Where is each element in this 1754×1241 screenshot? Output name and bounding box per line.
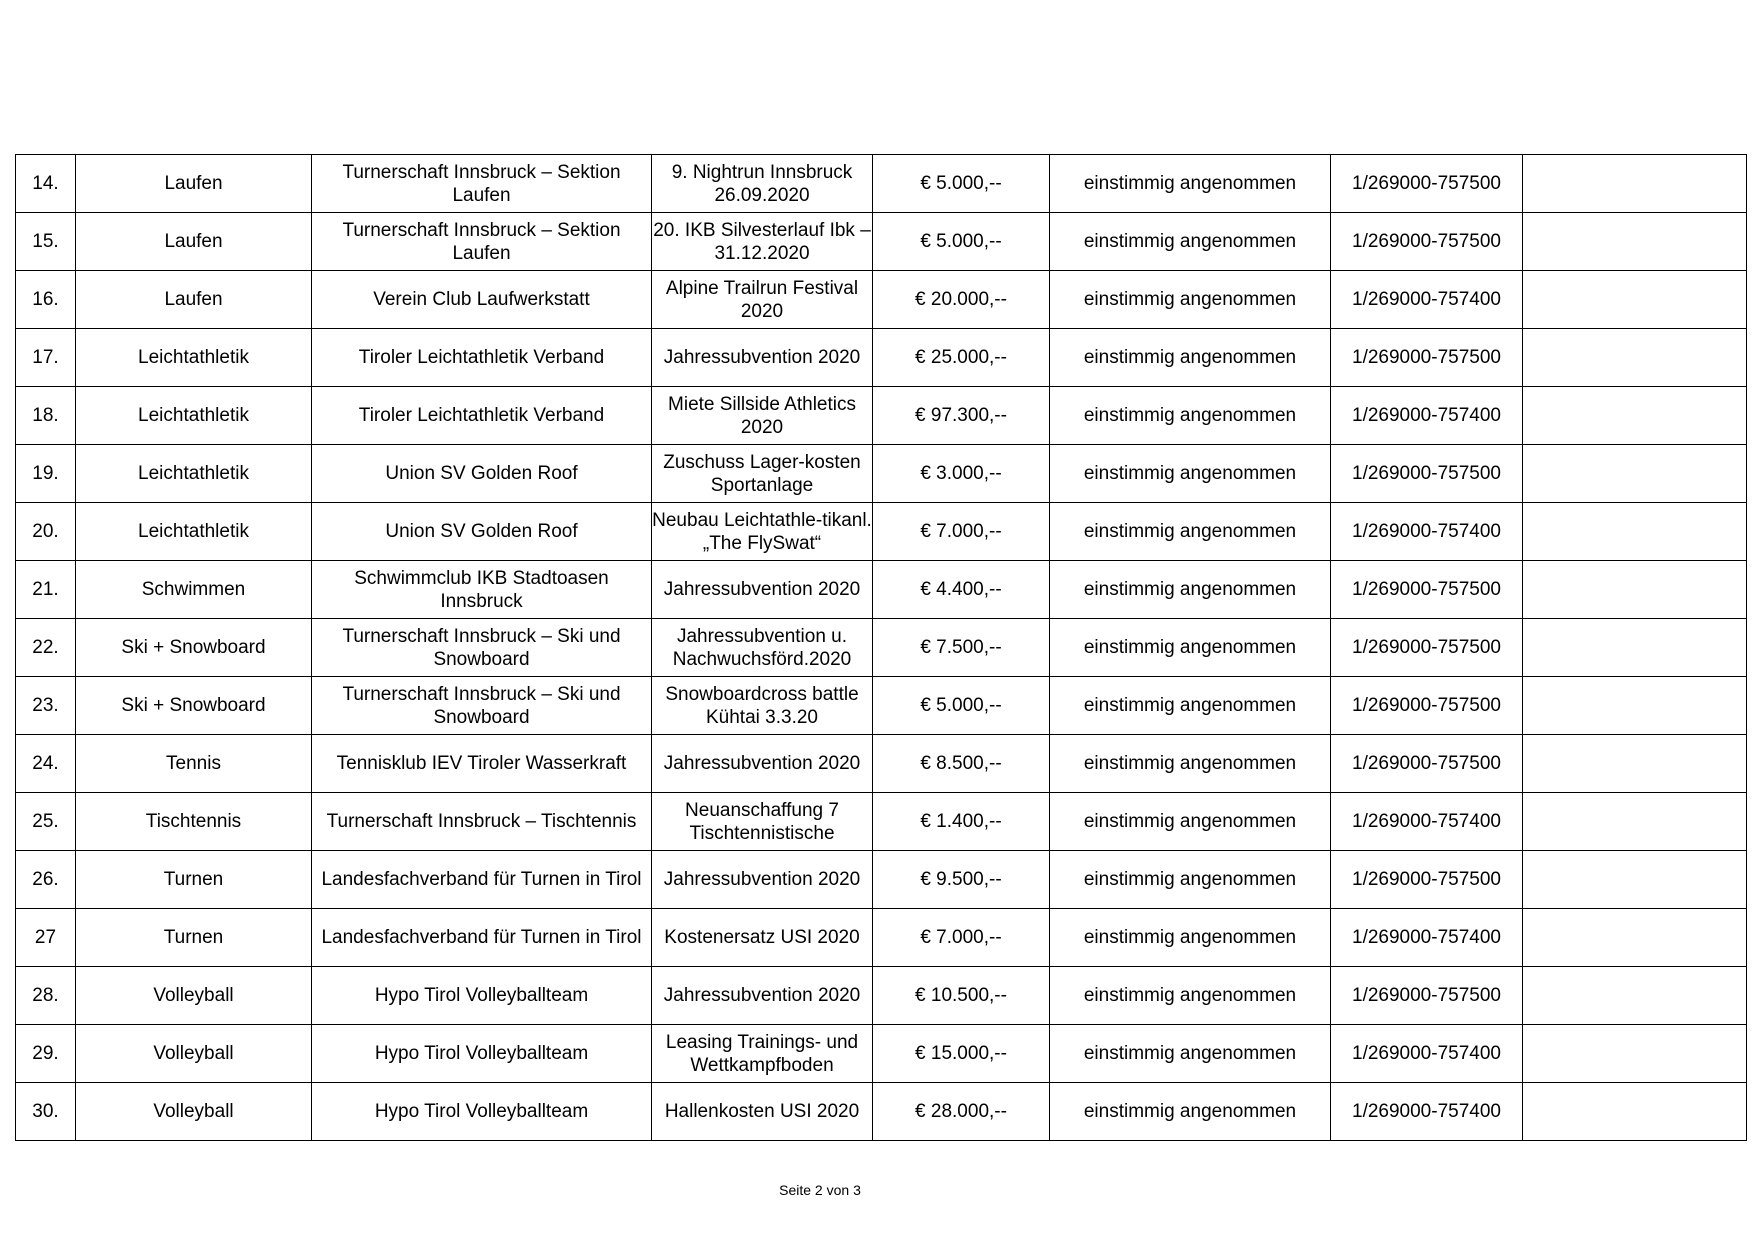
account-cell <box>1331 1025 1523 1083</box>
amount-cell <box>873 387 1050 445</box>
organization-cell <box>312 1025 652 1083</box>
decision-cell-text: einstimmig angenommen <box>1083 405 1297 426</box>
row-number-cell <box>16 445 76 503</box>
table-row <box>16 561 1747 619</box>
sport-cell-text: Turnen <box>163 927 224 948</box>
amount-cell-text: € 20.000,-- <box>915 289 1007 310</box>
row-number-cell <box>16 213 76 271</box>
organization-cell <box>312 909 652 967</box>
page-number: Seite 2 von 3 <box>779 1182 861 1198</box>
amount-cell <box>873 793 1050 851</box>
account-cell-text: 1/269000-757400 <box>1352 1101 1501 1122</box>
account-cell <box>1331 967 1523 1025</box>
sport-cell-text: Volleyball <box>153 1043 234 1064</box>
amount-cell <box>873 1025 1050 1083</box>
purpose-cell <box>652 909 873 967</box>
organization-cell <box>312 561 652 619</box>
sport-cell <box>76 909 312 967</box>
organization-cell-text: Union SV Golden Roof <box>385 463 578 484</box>
row-number-cell <box>16 155 76 213</box>
row-number-cell <box>16 735 76 793</box>
decision-cell-text: einstimmig angenommen <box>1083 753 1297 774</box>
amount-cell <box>873 155 1050 213</box>
organization-cell <box>312 387 652 445</box>
row-number-cell-text: 21. <box>32 579 59 600</box>
row-number-cell <box>16 387 76 445</box>
table-row <box>16 445 1747 503</box>
table-row <box>16 793 1747 851</box>
purpose-cell-text: Jahressubvention 2020 <box>663 753 861 774</box>
purpose-cell <box>652 677 873 735</box>
organization-cell-text: Turnerschaft Innsbruck – Sektion Laufen <box>342 161 621 206</box>
organization-cell <box>312 967 652 1025</box>
amount-cell-text: € 10.500,-- <box>915 985 1007 1006</box>
sport-cell <box>76 619 312 677</box>
account-cell <box>1331 213 1523 271</box>
purpose-cell-text: Hallenkosten USI 2020 <box>664 1101 860 1122</box>
decision-cell-text: einstimmig angenommen <box>1083 637 1297 658</box>
table-row <box>16 1083 1747 1141</box>
sport-cell-text: Ski + Snowboard <box>121 637 266 658</box>
sport-cell <box>76 503 312 561</box>
note-cell <box>1523 445 1747 503</box>
purpose-cell-text: Jahressubvention 2020 <box>663 347 861 368</box>
purpose-cell <box>652 619 873 677</box>
note-cell <box>1523 561 1747 619</box>
amount-cell-text: € 4.400,-- <box>920 579 1002 600</box>
organization-cell <box>312 213 652 271</box>
account-cell <box>1331 619 1523 677</box>
sport-cell <box>76 735 312 793</box>
decision-cell-text: einstimmig angenommen <box>1083 521 1297 542</box>
account-cell <box>1331 271 1523 329</box>
purpose-cell <box>652 271 873 329</box>
account-cell-text: 1/269000-757500 <box>1352 173 1501 194</box>
purpose-cell <box>652 503 873 561</box>
amount-cell <box>873 561 1050 619</box>
purpose-cell <box>652 387 873 445</box>
grants-table <box>15 154 1747 1141</box>
sport-cell-text: Laufen <box>164 289 223 310</box>
purpose-cell-text: Jahressubvention 2020 <box>663 869 861 890</box>
purpose-cell-text: Leasing Trainings- und Wettkampfboden <box>665 1031 859 1076</box>
note-cell <box>1523 909 1747 967</box>
account-cell <box>1331 909 1523 967</box>
row-number-cell <box>16 909 76 967</box>
decision-cell <box>1050 329 1331 387</box>
table-row <box>16 909 1747 967</box>
table-row <box>16 329 1747 387</box>
row-number-cell <box>16 561 76 619</box>
sport-cell <box>76 967 312 1025</box>
account-cell <box>1331 445 1523 503</box>
table-row <box>16 851 1747 909</box>
account-cell-text: 1/269000-757500 <box>1352 753 1501 774</box>
row-number-cell <box>16 271 76 329</box>
decision-cell <box>1050 967 1331 1025</box>
account-cell-text: 1/269000-757400 <box>1352 521 1501 542</box>
account-cell <box>1331 503 1523 561</box>
account-cell-text: 1/269000-757500 <box>1352 869 1501 890</box>
decision-cell <box>1050 619 1331 677</box>
table-row <box>16 735 1747 793</box>
sport-cell <box>76 445 312 503</box>
organization-cell-text: Landesfachverband für Turnen in Tirol <box>321 869 642 890</box>
amount-cell <box>873 1083 1050 1141</box>
organization-cell-text: Turnerschaft Innsbruck – Sektion Laufen <box>342 219 621 264</box>
table-body <box>16 155 1747 1141</box>
organization-cell-text: Verein Club Laufwerkstatt <box>373 289 590 310</box>
purpose-cell-text: Alpine Trailrun Festival 2020 <box>665 277 859 322</box>
note-cell <box>1523 387 1747 445</box>
amount-cell <box>873 271 1050 329</box>
amount-cell-text: € 1.400,-- <box>920 811 1002 832</box>
organization-cell-text: Hypo Tirol Volleyballteam <box>374 1101 589 1122</box>
note-cell <box>1523 503 1747 561</box>
table-row <box>16 619 1747 677</box>
sport-cell-text: Schwimmen <box>141 579 246 600</box>
decision-cell <box>1050 561 1331 619</box>
row-number-cell-text: 29. <box>32 1043 59 1064</box>
organization-cell <box>312 155 652 213</box>
row-number-cell-text: 17. <box>32 347 59 368</box>
purpose-cell <box>652 329 873 387</box>
purpose-cell-text: Kostenersatz USI 2020 <box>664 927 860 948</box>
note-cell <box>1523 677 1747 735</box>
amount-cell <box>873 851 1050 909</box>
amount-cell-text: € 28.000,-- <box>915 1101 1007 1122</box>
decision-cell-text: einstimmig angenommen <box>1083 695 1297 716</box>
purpose-cell-text: Snowboardcross battle Kühtai 3.3.20 <box>665 683 859 728</box>
account-cell <box>1331 851 1523 909</box>
amount-cell-text: € 8.500,-- <box>920 753 1002 774</box>
row-number-cell <box>16 1083 76 1141</box>
amount-cell <box>873 329 1050 387</box>
decision-cell <box>1050 271 1331 329</box>
row-number-cell <box>16 329 76 387</box>
organization-cell-text: Turnerschaft Innsbruck – Tischtennis <box>326 811 637 832</box>
row-number-cell-text: 18. <box>32 405 59 426</box>
organization-cell-text: Tennisklub IEV Tiroler Wasserkraft <box>336 753 627 774</box>
organization-cell <box>312 851 652 909</box>
organization-cell <box>312 271 652 329</box>
account-cell-text: 1/269000-757500 <box>1352 463 1501 484</box>
row-number-cell <box>16 793 76 851</box>
amount-cell-text: € 5.000,-- <box>920 173 1002 194</box>
page-footer <box>0 1181 1640 1199</box>
note-cell <box>1523 967 1747 1025</box>
note-cell <box>1523 793 1747 851</box>
sport-cell-text: Leichtathletik <box>138 463 249 484</box>
sport-cell <box>76 329 312 387</box>
account-cell <box>1331 387 1523 445</box>
organization-cell-text: Turnerschaft Innsbruck – Ski und Snowboard <box>342 625 621 670</box>
account-cell-text: 1/269000-757500 <box>1352 637 1501 658</box>
sport-cell <box>76 793 312 851</box>
organization-cell-text: Schwimmclub IKB Stadtoasen Innsbruck <box>354 567 609 612</box>
account-cell <box>1331 793 1523 851</box>
table-row <box>16 503 1747 561</box>
row-number-cell-text: 15. <box>32 231 59 252</box>
sport-cell-text: Leichtathletik <box>138 405 249 426</box>
row-number-cell-text: 19. <box>32 463 59 484</box>
amount-cell <box>873 967 1050 1025</box>
row-number-cell-text: 24. <box>32 753 59 774</box>
decision-cell <box>1050 851 1331 909</box>
organization-cell <box>312 1083 652 1141</box>
organization-cell-text: Landesfachverband für Turnen in Tirol <box>321 927 642 948</box>
sport-cell-text: Tischtennis <box>145 811 242 832</box>
row-number-cell-text: 30. <box>32 1101 59 1122</box>
sport-cell-text: Ski + Snowboard <box>121 695 266 716</box>
table-row <box>16 155 1747 213</box>
account-cell <box>1331 1083 1523 1141</box>
sport-cell <box>76 561 312 619</box>
row-number-cell-text: 20. <box>32 521 59 542</box>
purpose-cell <box>652 735 873 793</box>
table-row <box>16 677 1747 735</box>
organization-cell <box>312 503 652 561</box>
sport-cell-text: Leichtathletik <box>138 347 249 368</box>
account-cell-text: 1/269000-757400 <box>1352 927 1501 948</box>
amount-cell <box>873 445 1050 503</box>
row-number-cell-text: 23. <box>32 695 59 716</box>
decision-cell-text: einstimmig angenommen <box>1083 869 1297 890</box>
account-cell-text: 1/269000-757500 <box>1352 579 1501 600</box>
account-cell-text: 1/269000-757400 <box>1352 1043 1501 1064</box>
purpose-cell <box>652 561 873 619</box>
purpose-cell-text: Neubau Leichtathle-tikanl.„The FlySwat“ <box>652 509 872 554</box>
note-cell <box>1523 155 1747 213</box>
sport-cell <box>76 271 312 329</box>
decision-cell <box>1050 503 1331 561</box>
purpose-cell-text: Jahressubvention 2020 <box>663 985 861 1006</box>
note-cell <box>1523 1025 1747 1083</box>
decision-cell-text: einstimmig angenommen <box>1083 579 1297 600</box>
purpose-cell <box>652 213 873 271</box>
table-row <box>16 967 1747 1025</box>
amount-cell-text: € 25.000,-- <box>915 347 1007 368</box>
note-cell <box>1523 735 1747 793</box>
decision-cell-text: einstimmig angenommen <box>1083 985 1297 1006</box>
decision-cell-text: einstimmig angenommen <box>1083 1043 1297 1064</box>
row-number-cell-text: 26. <box>32 869 59 890</box>
row-number-cell <box>16 851 76 909</box>
row-number-cell-text: 16. <box>32 289 59 310</box>
row-number-cell-text: 25. <box>32 811 59 832</box>
purpose-cell <box>652 967 873 1025</box>
amount-cell-text: € 15.000,-- <box>915 1043 1007 1064</box>
note-cell <box>1523 619 1747 677</box>
note-cell <box>1523 1083 1747 1141</box>
note-cell <box>1523 329 1747 387</box>
decision-cell-text: einstimmig angenommen <box>1083 463 1297 484</box>
account-cell-text: 1/269000-757500 <box>1352 231 1501 252</box>
table-row <box>16 213 1747 271</box>
amount-cell-text: € 7.000,-- <box>920 521 1002 542</box>
purpose-cell-text: Miete Sillside Athletics 2020 <box>668 393 856 438</box>
note-cell <box>1523 213 1747 271</box>
purpose-cell-text: Zuschuss Lager-kosten Sportanlage <box>663 451 861 496</box>
amount-cell <box>873 619 1050 677</box>
sport-cell <box>76 213 312 271</box>
amount-cell-text: € 7.500,-- <box>920 637 1002 658</box>
sport-cell-text: Volleyball <box>153 985 234 1006</box>
decision-cell-text: einstimmig angenommen <box>1083 347 1297 368</box>
decision-cell <box>1050 909 1331 967</box>
account-cell-text: 1/269000-757500 <box>1352 347 1501 368</box>
account-cell-text: 1/269000-757400 <box>1352 405 1501 426</box>
table-row <box>16 387 1747 445</box>
sport-cell <box>76 677 312 735</box>
row-number-cell <box>16 677 76 735</box>
organization-cell-text: Hypo Tirol Volleyballteam <box>374 985 589 1006</box>
note-cell <box>1523 271 1747 329</box>
purpose-cell <box>652 1025 873 1083</box>
row-number-cell <box>16 503 76 561</box>
row-number-cell-text: 22. <box>32 637 59 658</box>
decision-cell-text: einstimmig angenommen <box>1083 231 1297 252</box>
decision-cell <box>1050 793 1331 851</box>
account-cell-text: 1/269000-757400 <box>1352 289 1501 310</box>
row-number-cell-text: 14. <box>32 173 59 194</box>
row-number-cell-text: 28. <box>32 985 59 1006</box>
table-row <box>16 271 1747 329</box>
amount-cell-text: € 3.000,-- <box>920 463 1002 484</box>
organization-cell <box>312 793 652 851</box>
decision-cell <box>1050 387 1331 445</box>
amount-cell-text: € 5.000,-- <box>920 695 1002 716</box>
organization-cell-text: Hypo Tirol Volleyballteam <box>374 1043 589 1064</box>
sport-cell <box>76 1083 312 1141</box>
organization-cell-text: Tiroler Leichtathletik Verband <box>358 347 605 368</box>
amount-cell <box>873 213 1050 271</box>
row-number-cell <box>16 619 76 677</box>
sport-cell <box>76 1025 312 1083</box>
sport-cell-text: Leichtathletik <box>138 521 249 542</box>
decision-cell-text: einstimmig angenommen <box>1083 811 1297 832</box>
note-cell <box>1523 851 1747 909</box>
organization-cell-text: Turnerschaft Innsbruck – Ski und Snowboard <box>342 683 621 728</box>
amount-cell-text: € 97.300,-- <box>915 405 1007 426</box>
purpose-cell <box>652 155 873 213</box>
account-cell-text: 1/269000-757500 <box>1352 695 1501 716</box>
account-cell <box>1331 155 1523 213</box>
purpose-cell <box>652 1083 873 1141</box>
purpose-cell-text: 20. IKB Silvesterlauf Ibk – 31.12.2020 <box>653 219 871 264</box>
decision-cell <box>1050 1025 1331 1083</box>
sport-cell-text: Laufen <box>164 173 223 194</box>
sport-cell <box>76 387 312 445</box>
sport-cell <box>76 155 312 213</box>
organization-cell-text: Union SV Golden Roof <box>385 521 578 542</box>
organization-cell <box>312 677 652 735</box>
amount-cell-text: € 7.000,-- <box>920 927 1002 948</box>
amount-cell <box>873 909 1050 967</box>
purpose-cell <box>652 851 873 909</box>
decision-cell <box>1050 1083 1331 1141</box>
account-cell <box>1331 561 1523 619</box>
decision-cell-text: einstimmig angenommen <box>1083 1101 1297 1122</box>
purpose-cell <box>652 445 873 503</box>
purpose-cell-text: Jahressubvention u. Nachwuchsförd.2020 <box>672 625 852 670</box>
organization-cell <box>312 619 652 677</box>
amount-cell-text: € 9.500,-- <box>920 869 1002 890</box>
organization-cell <box>312 735 652 793</box>
row-number-cell <box>16 967 76 1025</box>
purpose-cell-text: 9. Nightrun Innsbruck 26.09.2020 <box>671 161 853 206</box>
organization-cell-text: Tiroler Leichtathletik Verband <box>358 405 605 426</box>
amount-cell <box>873 503 1050 561</box>
amount-cell <box>873 677 1050 735</box>
account-cell <box>1331 329 1523 387</box>
purpose-cell <box>652 793 873 851</box>
account-cell <box>1331 735 1523 793</box>
purpose-cell-text: Jahressubvention 2020 <box>663 579 861 600</box>
account-cell-text: 1/269000-757500 <box>1352 985 1501 1006</box>
decision-cell <box>1050 213 1331 271</box>
table-row <box>16 1025 1747 1083</box>
decision-cell <box>1050 155 1331 213</box>
amount-cell <box>873 735 1050 793</box>
row-number-cell <box>16 1025 76 1083</box>
decision-cell-text: einstimmig angenommen <box>1083 173 1297 194</box>
decision-cell <box>1050 445 1331 503</box>
row-number-cell-text: 27 <box>34 927 57 948</box>
organization-cell <box>312 445 652 503</box>
sport-cell-text: Laufen <box>164 231 223 252</box>
purpose-cell-text: Neuanschaffung 7 Tischtennistische <box>685 799 839 844</box>
decision-cell-text: einstimmig angenommen <box>1083 289 1297 310</box>
account-cell <box>1331 677 1523 735</box>
decision-cell <box>1050 677 1331 735</box>
decision-cell-text: einstimmig angenommen <box>1083 927 1297 948</box>
sport-cell <box>76 851 312 909</box>
sport-cell-text: Volleyball <box>153 1101 234 1122</box>
amount-cell-text: € 5.000,-- <box>920 231 1002 252</box>
sport-cell-text: Turnen <box>163 869 224 890</box>
account-cell-text: 1/269000-757400 <box>1352 811 1501 832</box>
sport-cell-text: Tennis <box>166 753 221 774</box>
organization-cell <box>312 329 652 387</box>
decision-cell <box>1050 735 1331 793</box>
